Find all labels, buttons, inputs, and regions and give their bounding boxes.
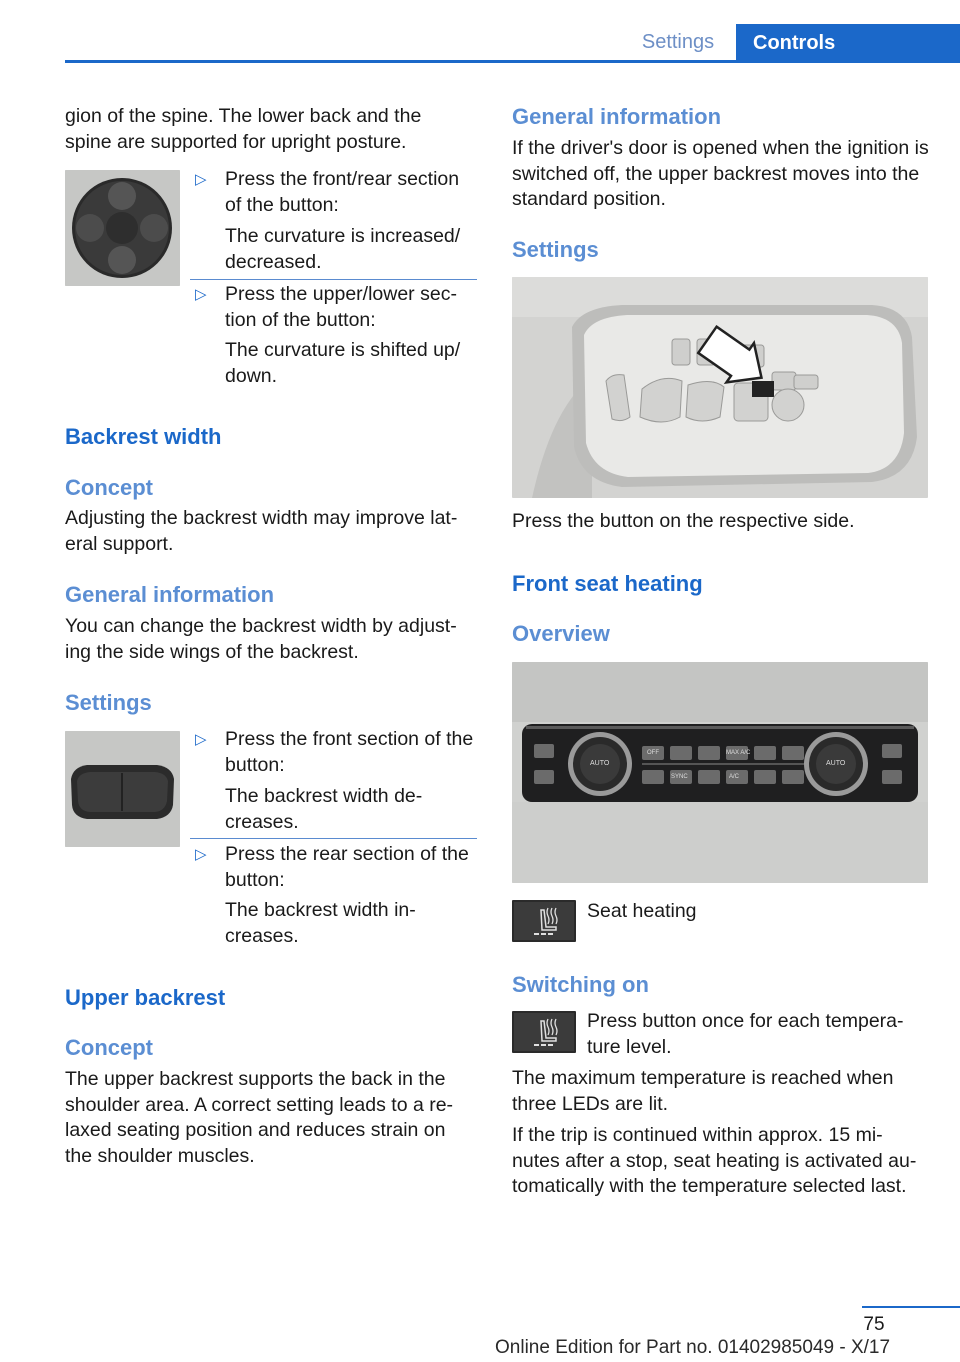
climate-panel-photo xyxy=(512,662,928,883)
lumbar-action-2: Press the upper/lower sec- tion of the button: xyxy=(225,283,457,331)
lumbar-result-1: The curvature is increased/ decreased. xyxy=(225,225,461,273)
concept-heading: Concept xyxy=(65,475,153,500)
concept-text: Adjusting the backrest width may improve lat- eral support. xyxy=(65,507,458,555)
settings-heading: Settings xyxy=(65,690,152,715)
separator xyxy=(190,279,477,280)
switch-on-text: Press button once for each tempera- ture level. xyxy=(587,1010,904,1058)
header-rule xyxy=(65,60,960,63)
separator xyxy=(190,838,477,839)
general-info-heading: General information xyxy=(65,582,275,607)
tab-settings[interactable]: Settings xyxy=(641,31,715,53)
upper-concept-heading: Concept xyxy=(65,1035,153,1060)
front-seat-heating-heading: Front seat heating xyxy=(512,571,703,596)
width-result-2: The backrest width in- creases. xyxy=(225,899,416,947)
intro-text: gion of the spine. The lower back and the spine are supported for upright posture. xyxy=(65,105,422,153)
backrest-width-button-image xyxy=(65,731,180,847)
panel-label-auto-right: AUTO xyxy=(826,760,846,767)
general-info-text: If the driver's door is opened when the ignition is switched off, the upper backrest moves into the standard position. xyxy=(512,137,929,210)
settings-heading: Settings xyxy=(512,237,599,262)
bullet-icon: ▷ xyxy=(195,171,207,188)
panel-label-off: OFF xyxy=(647,750,659,756)
lumbar-result-2: The curvature is shifted up/ down. xyxy=(225,339,461,387)
max-temperature-text: The maximum temperature is reached when three LEDs are lit. xyxy=(512,1067,894,1115)
seat-heating-icon xyxy=(512,1011,576,1053)
backrest-width-heading: Backrest width xyxy=(65,424,222,449)
page-number: 75 xyxy=(863,1314,885,1335)
footer-rule xyxy=(862,1306,960,1308)
page-header xyxy=(0,0,960,64)
tab-controls[interactable]: Controls xyxy=(736,24,960,62)
general-info-heading: General information xyxy=(512,104,722,129)
overview-heading: Overview xyxy=(512,621,610,646)
edition-text: Online Edition for Part no. 01402985049 - X/17 xyxy=(495,1337,891,1358)
lumbar-action-1: Press the front/rear section of the button: xyxy=(225,168,460,216)
settings-text: Press the button on the respective side. xyxy=(512,510,855,532)
lumbar-button-image xyxy=(65,170,180,286)
bullet-icon: ▷ xyxy=(195,286,207,303)
trip-continued-text: If the trip is continued within approx. 15 mi- nutes after a stop, seat heating is activated au- tomatically with the temperature selected last. xyxy=(512,1124,917,1197)
panel-label-auto-left: AUTO xyxy=(590,760,610,767)
upper-backrest-heading: Upper backrest xyxy=(65,985,226,1010)
general-info-text: You can change the backrest width by adjust- ing the side wings of the backrest. xyxy=(65,615,457,663)
width-action-2: Press the rear section of the button: xyxy=(225,843,469,891)
seat-heating-icon xyxy=(512,900,576,942)
switching-on-heading: Switching on xyxy=(512,972,649,997)
bullet-icon: ▷ xyxy=(195,846,207,863)
seat-heating-caption: Seat heating xyxy=(587,900,697,922)
width-action-1: Press the front section of the button: xyxy=(225,728,474,776)
width-result-1: The backrest width de- creases. xyxy=(225,785,423,833)
seat-switch-photo xyxy=(512,277,928,498)
panel-label-ac: A/C xyxy=(729,774,740,780)
upper-concept-text: The upper backrest supports the back in the shoulder area. A correct setting leads to a re- laxed seating position and reduces strain on the shoulder muscles. xyxy=(65,1068,454,1167)
bullet-icon: ▷ xyxy=(195,731,207,748)
panel-label-max-ac: MAX A/C xyxy=(726,750,751,756)
panel-label-sync: SYNC xyxy=(671,774,688,780)
